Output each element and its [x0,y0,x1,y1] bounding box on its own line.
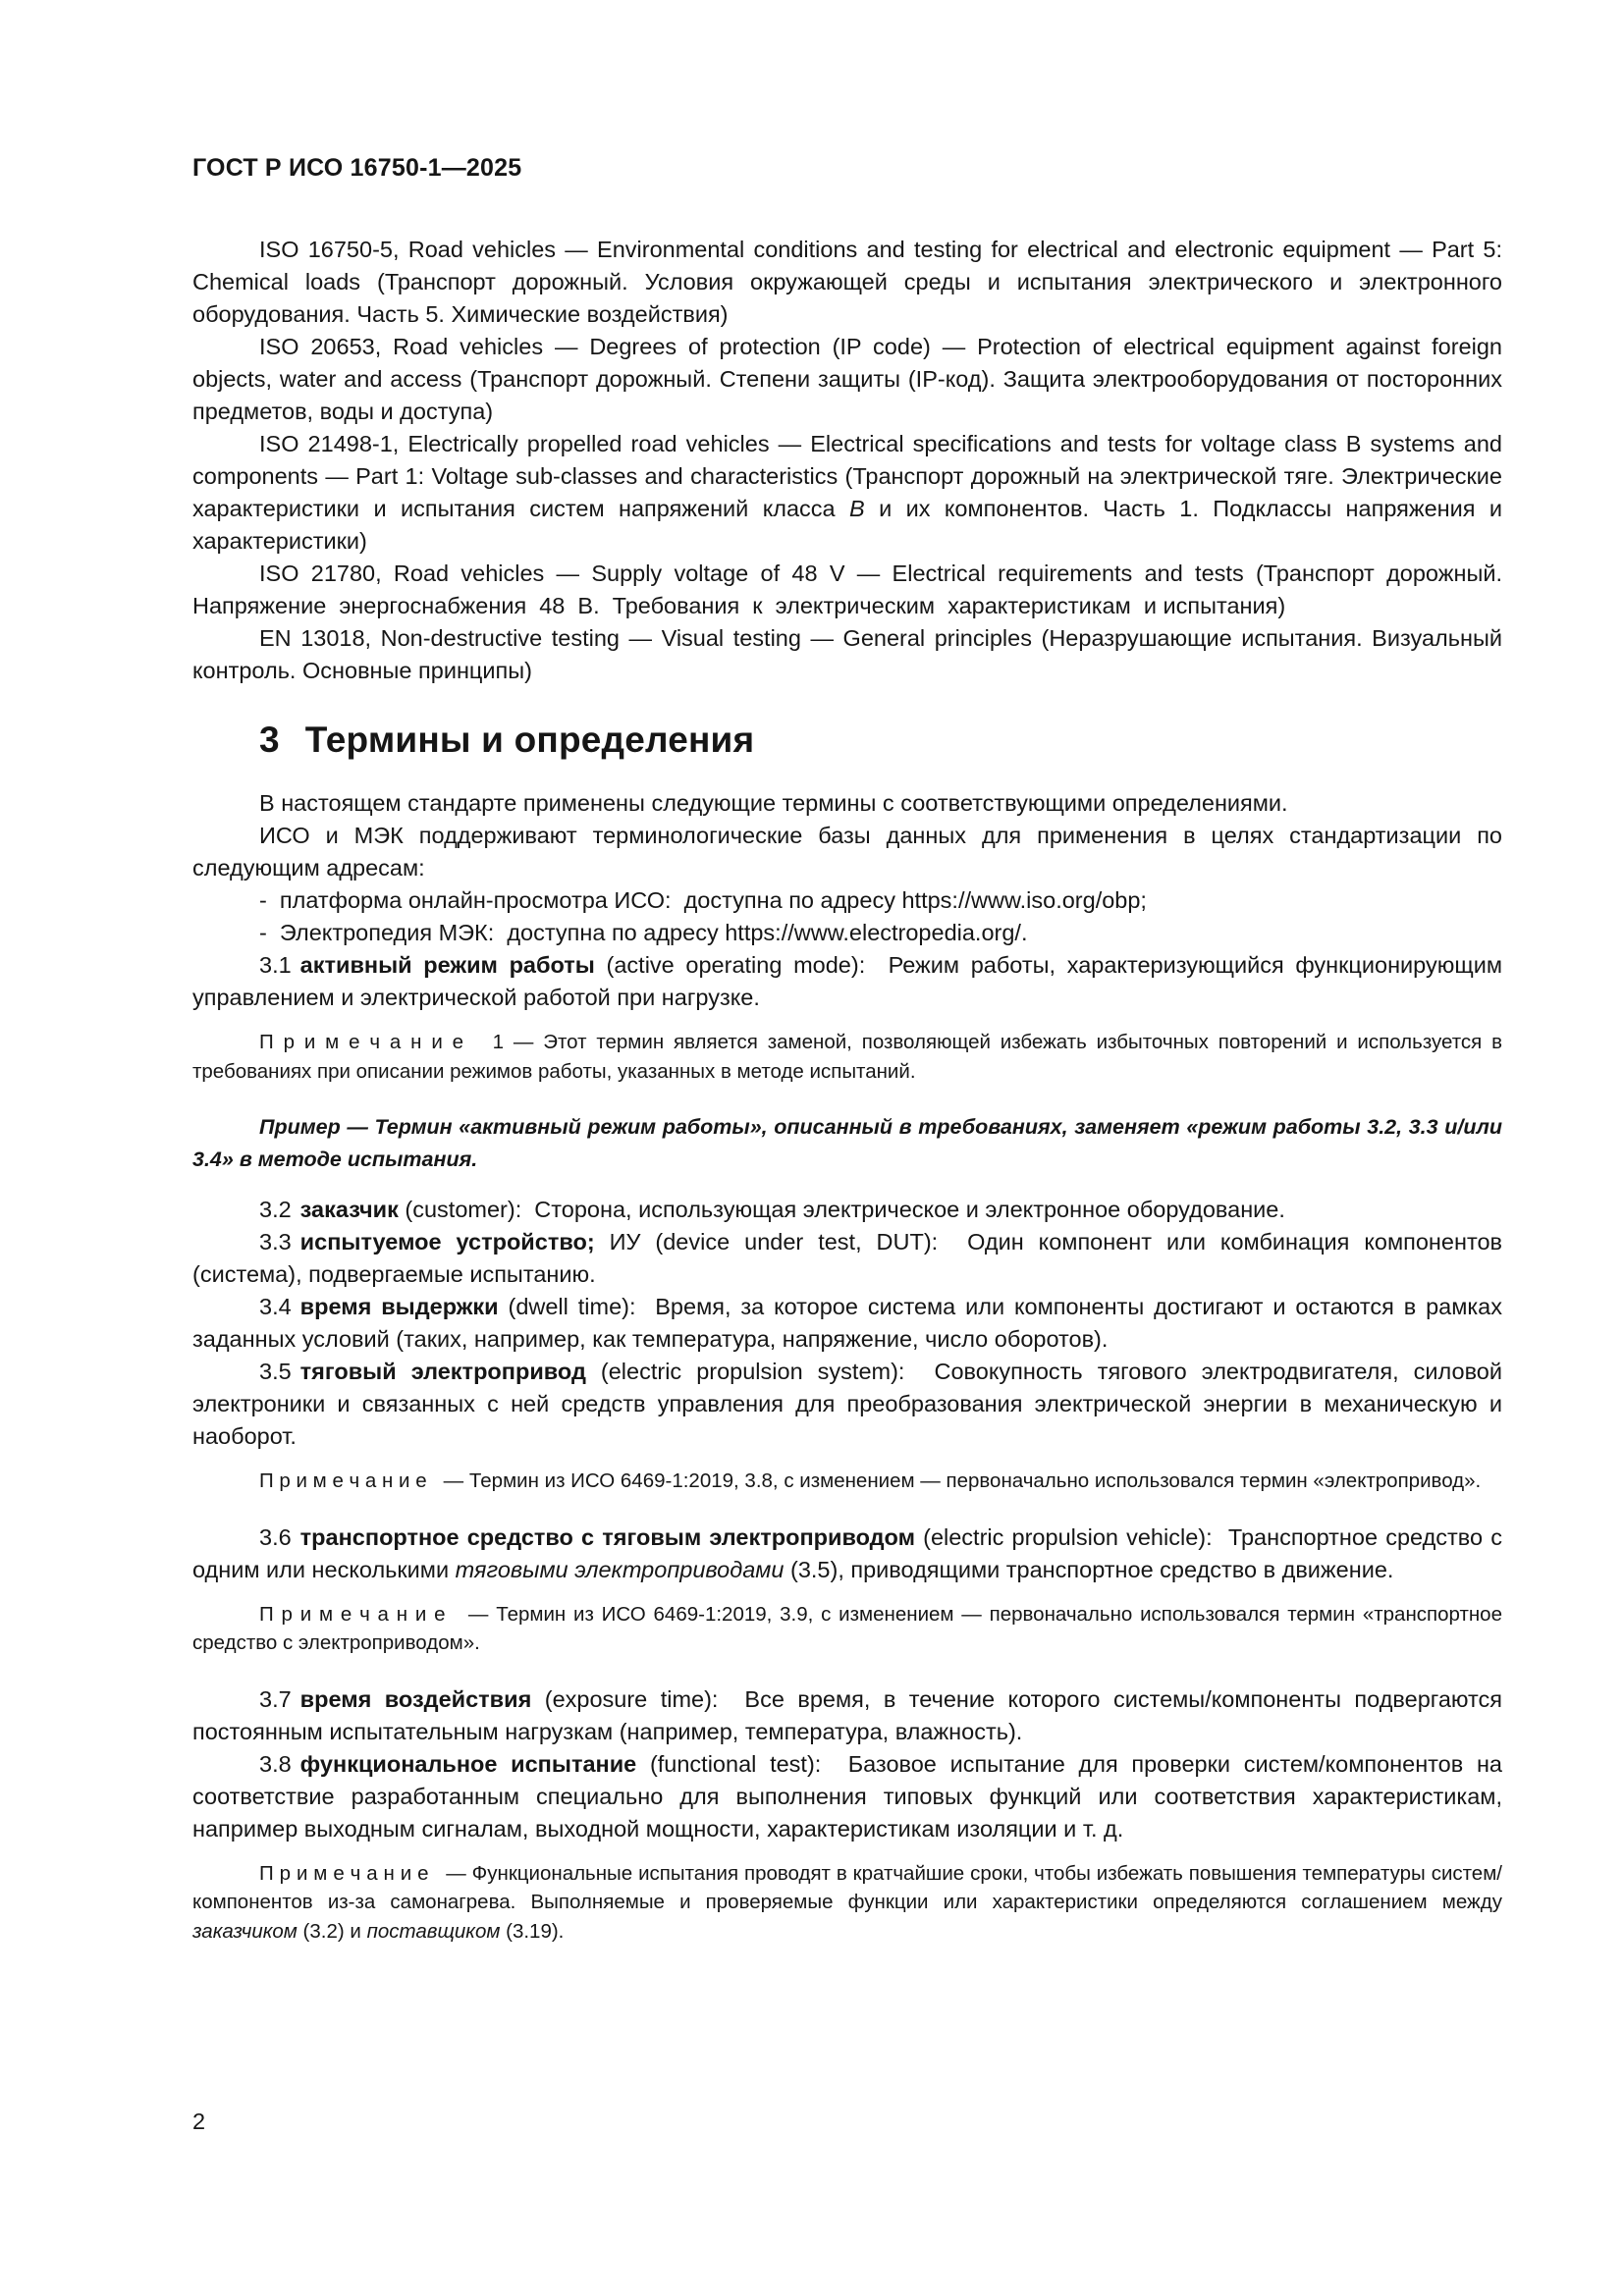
term-name: заказчик [299,1197,399,1222]
note-text: Этот термин является заменой, позволяющей избежать избыточных повторений и используется в требованиях при описании режимов работы, указанных в методе испытаний. [192,1031,1508,1083]
note-label: П р и м е ч а н и е — [259,1469,469,1492]
voltage-class-italic: B [849,496,865,521]
example-3-1: Пример — Термин «активный режим работы», описанный в требованиях, заменяет «режим работы 3.2, 3.3 и/или 3.4» в методе испытания. [192,1115,1508,1171]
reference-en-13018: EN 13018, Non-destructive testing — Visual testing — General principles (Неразрушающие испытания. Визуальный контроль. Основные принципы) [192,625,1509,683]
note-text: Термин из ИСО 6469-1:2019, 3.8, с изменением — первоначально использовался термин «электропривод». [468,1469,1482,1492]
term-3-6 [192,1522,1509,1586]
term-definition: (active operating mode): Режим работы, характеризующийся функционирующим управлением и электрической работой при нагрузке. [192,952,1509,1010]
doc-code-header: ГОСТ Р ИСО 16750-1—2025 [192,154,522,182]
term-definition: (functional test): Базовое испытание для проверки систем/компонентов на соответствие разработанным специально для выполнения типовых функций или соответствия характеристикам, например выходным сигналам, выходной мощности, характеристикам изоляции и т. д. [192,1750,1509,1842]
supplier-ref-italic: поставщиком [366,1919,501,1943]
term-3-5 [192,1356,1509,1453]
term-definition: (electric propulsion vehicle): Транспортное средство с одним или несколькими [192,1523,1509,1582]
term-3-3 [192,1226,1509,1291]
note-text: (3.19). [500,1919,565,1943]
term-number: 3.1 [259,952,292,978]
reference-iso-20653: ISO 20653, Road vehicles — Degrees of protection (IP code) — Protection of electrical equipment against foreign objects, water and access (Транспорт дорожный. Степени защиты (IP-код). Защита электрооборудования от посторонних предметов, воды и доступа) [192,334,1509,424]
term-name: время выдержки [299,1294,499,1319]
reference-iso-21780: ISO 21780, Road vehicles — Supply voltage of 48 V — Electrical requirements and tests (Транспорт дорожный. Напряжение энергоснабжения 48 В. Требования к электрическим характеристикам и испытания) [192,561,1516,618]
note-label: П р и м е ч а н и е — [259,1861,472,1885]
term-3-7 [192,1683,1509,1748]
term-definition: (electric propulsion system): Совокупность тягового электродвигателя, силовой электроники и связанных с ней средств управления для преобразования электрической энергии в механическую и наоборот. [192,1359,1509,1449]
term-definition: (3.5), приводящими транспортное средство в движение. [784,1556,1394,1582]
term-definition: (exposure time): Все время, в течение которого системы/компоненты подвергаются постоянным испытательным нагрузкам (например, температура, влажность). [192,1685,1509,1744]
term-3-2 [192,1194,1502,1226]
term-number: 3.3 [259,1229,292,1255]
term-reference-italic: тяговыми электроприводами [455,1556,785,1582]
note-text: Термин из ИСО 6469-1:2019, 3.9, с изменением — первоначально использовался термин «транспортное средство с электроприводом». [192,1602,1508,1654]
note-3-8 [192,1859,1508,1947]
note-label: П р и м е ч а н и е 1 — [259,1031,544,1053]
term-definition: ИУ (device under test, DUT): Один компонент или комбинация компонентов (система), подвергаемые испытанию. [192,1229,1509,1287]
term-name: испытуемое устройство; [299,1229,595,1255]
note-3-5 [192,1467,1502,1496]
term-number: 3.6 [259,1523,292,1550]
term-number: 3.8 [259,1750,292,1777]
term-number: 3.4 [259,1294,292,1319]
reference-text: и их компонентов. Часть 1. Подклассы напряжения и характеристики) [192,496,1509,554]
content-area [192,0,1516,1971]
bullet-electropedia: - Электропедия МЭК: доступна по адресу https://www.electropedia.org/. [259,920,1028,945]
term-3-8 [192,1748,1509,1845]
bullet-iso-obp: - платформа онлайн-просмотра ИСО: доступна по адресу https://www.iso.org/obp; [259,887,1147,913]
references-block [192,234,1516,687]
note-3-1 [192,1028,1508,1086]
term-3-4 [192,1291,1509,1356]
term-definition: (dwell time): Время, за которое система или компоненты достигают и остаются в рамках заданных условий (таких, например, как температура, напряжение, число оборотов). [192,1294,1509,1352]
term-number: 3.7 [259,1685,292,1712]
term-number: 3.2 [259,1197,292,1222]
note-label: П р и м е ч а н и е — [259,1602,497,1626]
section-heading [192,719,1502,762]
note-text: (3.2) и [297,1919,367,1943]
reference-iso-21498-1 [192,428,1509,558]
page-number: 2 [192,2109,206,2134]
term-name: тяговый электропривод [299,1359,586,1384]
reference-text: ISO 21498-1, Electrically propelled road vehicles — Electrical specifications and tests for voltage class B systems and components — Part 1: Voltage sub-classes and characteristics (Транспорт дорожный на электрической тяге. Электрические характеристики и испытания систем напряжений класса [192,431,1509,521]
note-3-6 [192,1600,1508,1658]
intro-databases: ИСО и МЭК поддерживают терминологические базы данных для применения в целях стандартизации по следующим адресам: [192,823,1509,881]
term-name: функциональное испытание [299,1750,637,1777]
reference-iso-16750-5: ISO 16750-5, Road vehicles — Environmental conditions and testing for electrical and electronic equipment — Part 5: Chemical loads (Транспорт дорожный. Условия окружающей среды и испытания электрического и электронного оборудования. Часть 5. Химические воздействия) [192,237,1509,327]
note-text: Функциональные испытания проводят в кратчайшие сроки, чтобы избежать повышения температуры систем/компонентов из-за самонагрева. Выполняемые и проверяемые функции или характеристики определяются соглашением между [192,1861,1508,1913]
section-title: Термины и определения [304,720,755,760]
section-number: 3 [259,720,280,760]
term-name: время воздействия [299,1685,532,1712]
customer-ref-italic: заказчиком [192,1919,298,1943]
term-definition: (customer): Сторона, использующая электрическое и электронное оборудование. [398,1197,1285,1222]
term-name: транспортное средство с тяговым электроприводом [299,1523,915,1550]
term-number: 3.5 [259,1359,292,1384]
term-3-1 [192,949,1509,1014]
intro-lead: В настоящем стандарте применены следующие термины с соответствующими определениями. [259,790,1288,816]
term-name: активный режим работы [299,952,595,978]
